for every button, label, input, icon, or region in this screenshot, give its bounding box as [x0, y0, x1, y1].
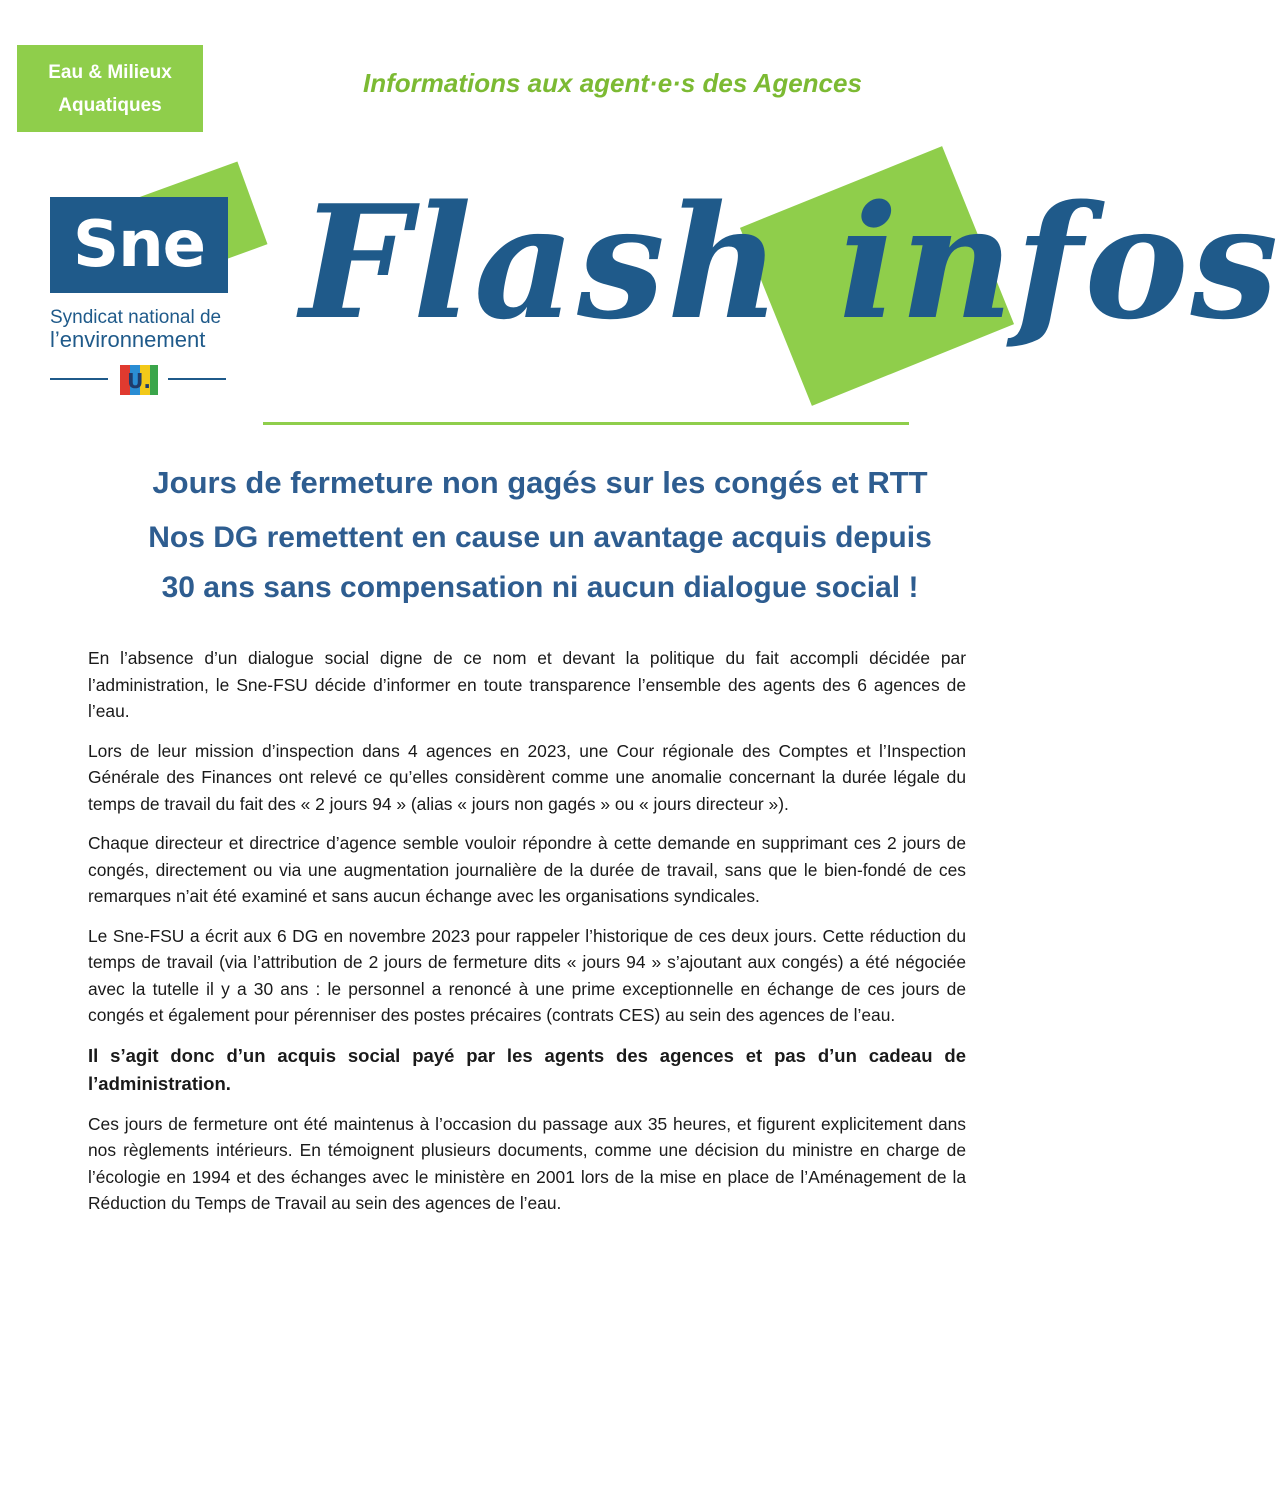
header-divider	[263, 422, 909, 425]
paragraph-3: Chaque directeur et directrice d’agence semble vouloir répondre à cette demande en supprimant ces 2 jours de congés, directement ou via une augmentation journalière de la durée de travail, sans que le bien-fondé de ces remarques n’ait été examiné et sans aucun échange avec les organisations syndicales.	[88, 833, 966, 906]
category-tag-line2: Aquatiques	[58, 94, 162, 116]
paragraph-4: Le Sne-FSU a écrit aux 6 DG en novembre 2023 pour rappeler l’historique de ces deux jours. Cette réduction du temps de travail (via l’attribution de 2 jours de fermeture dits « jours 94 » s’ajoutant aux congés) a été négociée avec la tutelle il y a 30 ans : le personnel a renoncé à une prime exceptionnelle en échange de ces jours de congés et également pour pérenniser des postes précaires (contrats CES) au sein des agences de l’eau.	[88, 925, 966, 1025]
article-body	[88, 645, 966, 1230]
fsu-u-icon	[120, 365, 158, 395]
paragraph-2: Lors de leur mission d’inspection dans 4 agences en 2023, une Cour régionale des Comptes et l’Inspection Générale des Finances ont relevé ce qu’elles considèrent comme une anomalie concernant la durée légale du temps de travail du fait des « 2 jours 94 » (alias « jours non gagés » ou « jours directeur »).	[88, 740, 966, 814]
fsu-u-label: U.	[127, 369, 151, 393]
logo-rule-right	[168, 378, 226, 380]
logo-subtitle-line1: Syndicat national de	[50, 307, 222, 328]
logo-rule-left	[50, 378, 108, 380]
paragraph-1: En l’absence d’un dialogue social digne de ce nom et devant la politique du fait accompli décidée par l’administration, le Sne-FSU décide d’informer en toute transparence l’ensemble des agents des 6 agences de l’eau.	[88, 648, 966, 721]
sne-logo	[50, 175, 232, 405]
headline-main: Jours de fermeture non gagés sur les congés et RTT	[152, 465, 928, 500]
logo-wordmark: Sne	[72, 208, 206, 282]
logo-subtitle	[50, 307, 232, 351]
paragraph-emphasis: Il s’agit donc d’un acquis social payé par les agents des agences et pas d’un cadeau de l’administration.	[88, 1044, 966, 1094]
headline-sub-line2: 30 ans sans compensation ni aucun dialogue social !	[161, 571, 919, 604]
logo-subtitle-line2: l’environnement	[50, 327, 206, 352]
flash-infos-banner	[300, 160, 1280, 400]
paragraph-6: Ces jours de fermeture ont été maintenus à l’occasion du passage aux 35 heures, et figurent explicitement dans nos règlements intérieurs. En témoignent plusieurs documents, comme une décision du ministre en charge de l’écologie en 1994 et des échanges avec le ministère en 2001 lors de la mise en place de l’Aménagement de la Réduction du Temps de Travail au sein des agences de l’eau.	[88, 1113, 966, 1213]
category-tag	[17, 45, 203, 132]
category-tag-line1: Eau & Milieux	[48, 61, 172, 83]
header-tagline: Informations aux agent·e·s des Agences	[363, 68, 862, 98]
headline-sub-line1: Nos DG remettent en cause un avantage acquis depuis	[148, 521, 932, 554]
flash-infos-title: Flash infos	[300, 171, 1280, 354]
